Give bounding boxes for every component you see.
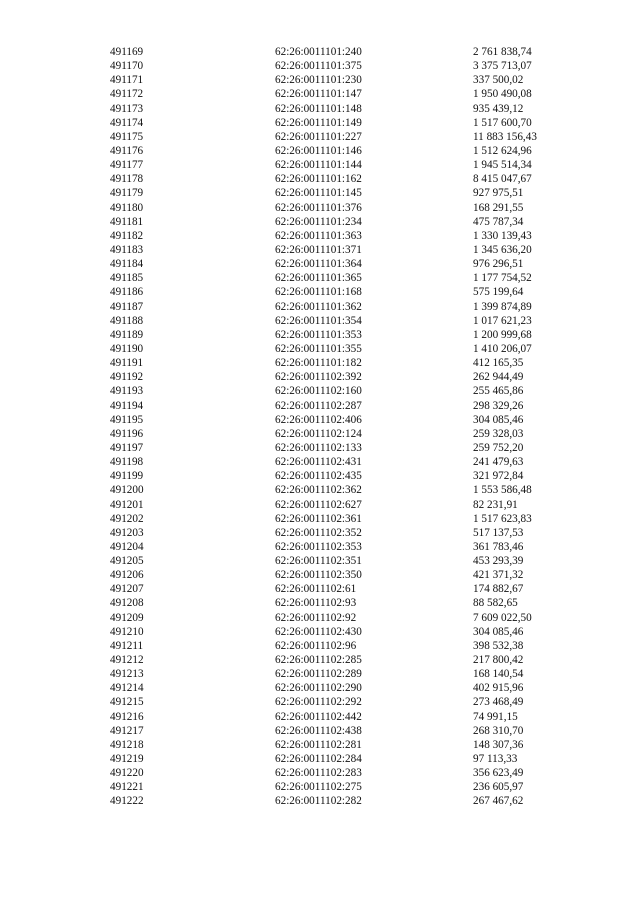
table-row (110, 498, 580, 512)
table-row (110, 780, 580, 794)
table-row (110, 356, 580, 370)
row-number: 491215 (110, 696, 144, 709)
cadastral-number: 62:26:0011102:287 (275, 399, 362, 412)
table-row (110, 681, 580, 695)
cadastral-number: 62:26:0011102:353 (275, 540, 362, 553)
table-row (110, 201, 580, 215)
table-row (110, 766, 580, 780)
table-row (110, 370, 580, 384)
cadastral-value: 337 500,02 (473, 74, 524, 87)
cadastral-number: 62:26:0011102:133 (275, 441, 362, 454)
cadastral-number: 62:26:0011101:354 (275, 314, 362, 327)
row-number: 491221 (110, 781, 144, 794)
row-number: 491187 (110, 300, 144, 313)
cadastral-number: 62:26:0011101:353 (275, 328, 362, 341)
table-row (110, 483, 580, 497)
table-row (110, 384, 580, 398)
cadastral-number: 62:26:0011102:351 (275, 555, 362, 568)
row-number: 491188 (110, 314, 144, 327)
cadastral-value: 1 330 139,43 (473, 229, 532, 242)
table-row (110, 738, 580, 752)
cadastral-value: 1 345 636,20 (473, 243, 532, 256)
table-row (110, 328, 580, 342)
row-number: 491208 (110, 597, 144, 610)
cadastral-number: 62:26:0011102:406 (275, 413, 362, 426)
row-number: 491180 (110, 201, 144, 214)
cadastral-value: 148 307,36 (473, 738, 524, 751)
table-row (110, 257, 580, 271)
cadastral-value: 575 199,64 (473, 286, 524, 299)
cadastral-value: 1 553 586,48 (473, 484, 532, 497)
row-number: 491214 (110, 682, 144, 695)
cadastral-number: 62:26:0011101:234 (275, 215, 362, 228)
cadastral-value: 8 415 047,67 (473, 173, 532, 186)
row-number: 491174 (110, 116, 144, 129)
row-number: 491209 (110, 611, 144, 624)
row-number: 491183 (110, 243, 144, 256)
row-number: 491211 (110, 639, 144, 652)
table-row (110, 752, 580, 766)
table-row (110, 130, 580, 144)
cadastral-value: 174 882,67 (473, 583, 524, 596)
cadastral-number: 62:26:0011102:352 (275, 526, 362, 539)
cadastral-number: 62:26:0011102:350 (275, 569, 362, 582)
cadastral-value: 3 375 713,07 (473, 60, 532, 73)
table-row (110, 427, 580, 441)
cadastral-value: 453 293,39 (473, 555, 524, 568)
row-number: 491186 (110, 286, 144, 299)
cadastral-value: 1 017 621,23 (473, 314, 532, 327)
table-row (110, 271, 580, 285)
row-number: 491172 (110, 88, 144, 101)
row-number: 491181 (110, 215, 144, 228)
cadastral-value: 97 113,33 (473, 753, 518, 766)
cadastral-value: 262 944,49 (473, 371, 524, 384)
cadastral-number: 62:26:0011102:61 (275, 583, 357, 596)
row-number: 491204 (110, 540, 144, 553)
cadastral-value: 236 605,97 (473, 781, 524, 794)
cadastral-number: 62:26:0011101:230 (275, 74, 362, 87)
row-number: 491206 (110, 569, 144, 582)
table-row (110, 73, 580, 87)
cadastral-value: 11 883 156,43 (473, 130, 537, 143)
cadastral-value: 1 517 623,83 (473, 512, 532, 525)
row-number: 491195 (110, 413, 144, 426)
cadastral-number: 62:26:0011102:627 (275, 498, 362, 511)
table-row (110, 568, 580, 582)
row-number: 491216 (110, 710, 144, 723)
cadastral-value: 298 329,26 (473, 399, 524, 412)
cadastral-number: 62:26:0011101:362 (275, 300, 362, 313)
table-row (110, 158, 580, 172)
cadastral-number: 62:26:0011101:240 (275, 46, 362, 58)
table-row (110, 455, 580, 469)
table-row (110, 186, 580, 200)
row-number: 491189 (110, 328, 144, 341)
cadastral-value: 475 787,34 (473, 215, 524, 228)
cadastral-value-table (110, 45, 580, 809)
table-row (110, 469, 580, 483)
cadastral-value: 321 972,84 (473, 470, 524, 483)
row-number: 491176 (110, 144, 144, 157)
cadastral-number: 62:26:0011101:162 (275, 173, 362, 186)
cadastral-number: 62:26:0011101:365 (275, 272, 362, 285)
row-number: 491175 (110, 130, 144, 143)
cadastral-number: 62:26:0011101:363 (275, 229, 362, 242)
table-row (110, 625, 580, 639)
cadastral-value: 273 468,49 (473, 696, 524, 709)
row-number: 491184 (110, 258, 144, 271)
table-row (110, 87, 580, 101)
table-row (110, 285, 580, 299)
row-number: 491197 (110, 441, 144, 454)
row-number: 491217 (110, 724, 144, 737)
table-row (110, 116, 580, 130)
table-row (110, 243, 580, 257)
table-row (110, 794, 580, 808)
cadastral-value: 412 165,35 (473, 357, 524, 370)
cadastral-value: 7 609 022,50 (473, 611, 532, 624)
cadastral-value: 74 991,15 (473, 710, 518, 723)
cadastral-value: 398 532,38 (473, 639, 524, 652)
cadastral-number: 62:26:0011101:355 (275, 342, 362, 355)
cadastral-number: 62:26:0011101:149 (275, 116, 362, 129)
cadastral-value: 1 399 874,89 (473, 300, 532, 313)
row-number: 491170 (110, 60, 144, 73)
table-row (110, 582, 580, 596)
table-row (110, 314, 580, 328)
cadastral-number: 62:26:0011101:227 (275, 130, 362, 143)
table-row (110, 526, 580, 540)
row-number: 491213 (110, 668, 144, 681)
table-row (110, 102, 580, 116)
cadastral-number: 62:26:0011102:438 (275, 724, 362, 737)
cadastral-value: 1 410 206,07 (473, 342, 532, 355)
cadastral-number: 62:26:0011102:290 (275, 682, 362, 695)
cadastral-value: 1 950 490,08 (473, 88, 532, 101)
row-number: 491218 (110, 738, 144, 751)
row-number: 491192 (110, 371, 144, 384)
row-number: 491179 (110, 187, 144, 200)
table-row (110, 45, 580, 59)
table-row (110, 413, 580, 427)
row-number: 491177 (110, 159, 144, 172)
table-row (110, 172, 580, 186)
table-row (110, 710, 580, 724)
cadastral-value: 82 231,91 (473, 498, 518, 511)
cadastral-number: 62:26:0011102:442 (275, 710, 362, 723)
cadastral-value: 259 752,20 (473, 441, 524, 454)
cadastral-number: 62:26:0011102:362 (275, 484, 362, 497)
cadastral-number: 62:26:0011102:430 (275, 625, 362, 638)
table-row (110, 653, 580, 667)
cadastral-number: 62:26:0011102:284 (275, 753, 362, 766)
cadastral-value: 304 085,46 (473, 625, 524, 638)
cadastral-number: 62:26:0011101:168 (275, 286, 362, 299)
table-row (110, 300, 580, 314)
cadastral-number: 62:26:0011102:281 (275, 738, 362, 751)
row-number: 491203 (110, 526, 144, 539)
row-number: 491200 (110, 484, 144, 497)
cadastral-number: 62:26:0011102:275 (275, 781, 362, 794)
row-number: 491169 (110, 46, 144, 58)
table-row (110, 611, 580, 625)
row-number: 491196 (110, 427, 144, 440)
row-number: 491191 (110, 357, 144, 370)
cadastral-value: 168 291,55 (473, 201, 524, 214)
cadastral-value: 1 200 999,68 (473, 328, 532, 341)
table-row (110, 441, 580, 455)
cadastral-number: 62:26:0011102:292 (275, 696, 362, 709)
cadastral-value: 241 479,63 (473, 456, 524, 469)
row-number: 491220 (110, 767, 144, 780)
cadastral-value: 402 915,96 (473, 682, 524, 695)
cadastral-number: 62:26:0011102:285 (275, 654, 362, 667)
cadastral-value: 217 800,42 (473, 654, 524, 667)
table-row (110, 596, 580, 610)
table-row (110, 724, 580, 738)
cadastral-number: 62:26:0011101:375 (275, 60, 362, 73)
cadastral-value: 517 137,53 (473, 526, 524, 539)
row-number: 491185 (110, 272, 144, 285)
row-number: 491198 (110, 456, 144, 469)
table-row (110, 342, 580, 356)
cadastral-value: 927 975,51 (473, 187, 524, 200)
cadastral-number: 62:26:0011102:93 (275, 597, 357, 610)
cadastral-number: 62:26:0011102:92 (275, 611, 357, 624)
cadastral-number: 62:26:0011101:376 (275, 201, 362, 214)
row-number: 491212 (110, 654, 144, 667)
cadastral-value: 268 310,70 (473, 724, 524, 737)
cadastral-number: 62:26:0011101:147 (275, 88, 362, 101)
table-row (110, 399, 580, 413)
row-number: 491201 (110, 498, 144, 511)
table-row (110, 512, 580, 526)
cadastral-value: 88 582,65 (473, 597, 518, 610)
cadastral-number: 62:26:0011101:145 (275, 187, 362, 200)
cadastral-number: 62:26:0011102:124 (275, 427, 362, 440)
row-number: 491193 (110, 385, 144, 398)
cadastral-number: 62:26:0011102:282 (275, 795, 362, 808)
cadastral-value: 1 517 600,70 (473, 116, 532, 129)
cadastral-number: 62:26:0011101:182 (275, 357, 362, 370)
cadastral-value: 304 085,46 (473, 413, 524, 426)
row-number: 491190 (110, 342, 144, 355)
table-row (110, 215, 580, 229)
cadastral-value: 976 296,51 (473, 258, 524, 271)
cadastral-number: 62:26:0011102:96 (275, 639, 357, 652)
cadastral-number: 62:26:0011102:435 (275, 470, 362, 483)
table-row (110, 554, 580, 568)
cadastral-number: 62:26:0011102:289 (275, 668, 362, 681)
table-row (110, 229, 580, 243)
row-number: 491219 (110, 753, 144, 766)
row-number: 491171 (110, 74, 144, 87)
row-number: 491173 (110, 102, 144, 115)
table-row (110, 695, 580, 709)
row-number: 491199 (110, 470, 144, 483)
cadastral-value: 361 783,46 (473, 540, 524, 553)
cadastral-value: 421 371,32 (473, 569, 524, 582)
row-number: 491222 (110, 795, 144, 808)
cadastral-value: 2 761 838,74 (473, 46, 532, 58)
row-number: 491202 (110, 512, 144, 525)
cadastral-number: 62:26:0011102:361 (275, 512, 362, 525)
cadastral-value: 935 439,12 (473, 102, 524, 115)
row-number: 491210 (110, 625, 144, 638)
table-row (110, 639, 580, 653)
table-row (110, 144, 580, 158)
row-number: 491178 (110, 173, 144, 186)
cadastral-value: 1 945 514,34 (473, 159, 532, 172)
cadastral-number: 62:26:0011101:146 (275, 144, 362, 157)
cadastral-number: 62:26:0011101:148 (275, 102, 362, 115)
row-number: 491194 (110, 399, 144, 412)
cadastral-number: 62:26:0011102:160 (275, 385, 362, 398)
table-row (110, 667, 580, 681)
cadastral-number: 62:26:0011101:364 (275, 258, 362, 271)
cadastral-value: 1 177 754,52 (473, 272, 532, 285)
table-row (110, 59, 580, 73)
cadastral-number: 62:26:0011102:431 (275, 456, 362, 469)
table-row (110, 540, 580, 554)
cadastral-number: 62:26:0011101:371 (275, 243, 362, 256)
cadastral-value: 267 467,62 (473, 795, 524, 808)
cadastral-value: 168 140,54 (473, 668, 524, 681)
cadastral-number: 62:26:0011102:283 (275, 767, 362, 780)
cadastral-number: 62:26:0011102:392 (275, 371, 362, 384)
cadastral-value: 1 512 624,96 (473, 144, 532, 157)
cadastral-value: 259 328,03 (473, 427, 524, 440)
cadastral-value: 356 623,49 (473, 767, 524, 780)
cadastral-number: 62:26:0011101:144 (275, 159, 362, 172)
row-number: 491205 (110, 555, 144, 568)
cadastral-value: 255 465,86 (473, 385, 524, 398)
row-number: 491182 (110, 229, 144, 242)
row-number: 491207 (110, 583, 144, 596)
